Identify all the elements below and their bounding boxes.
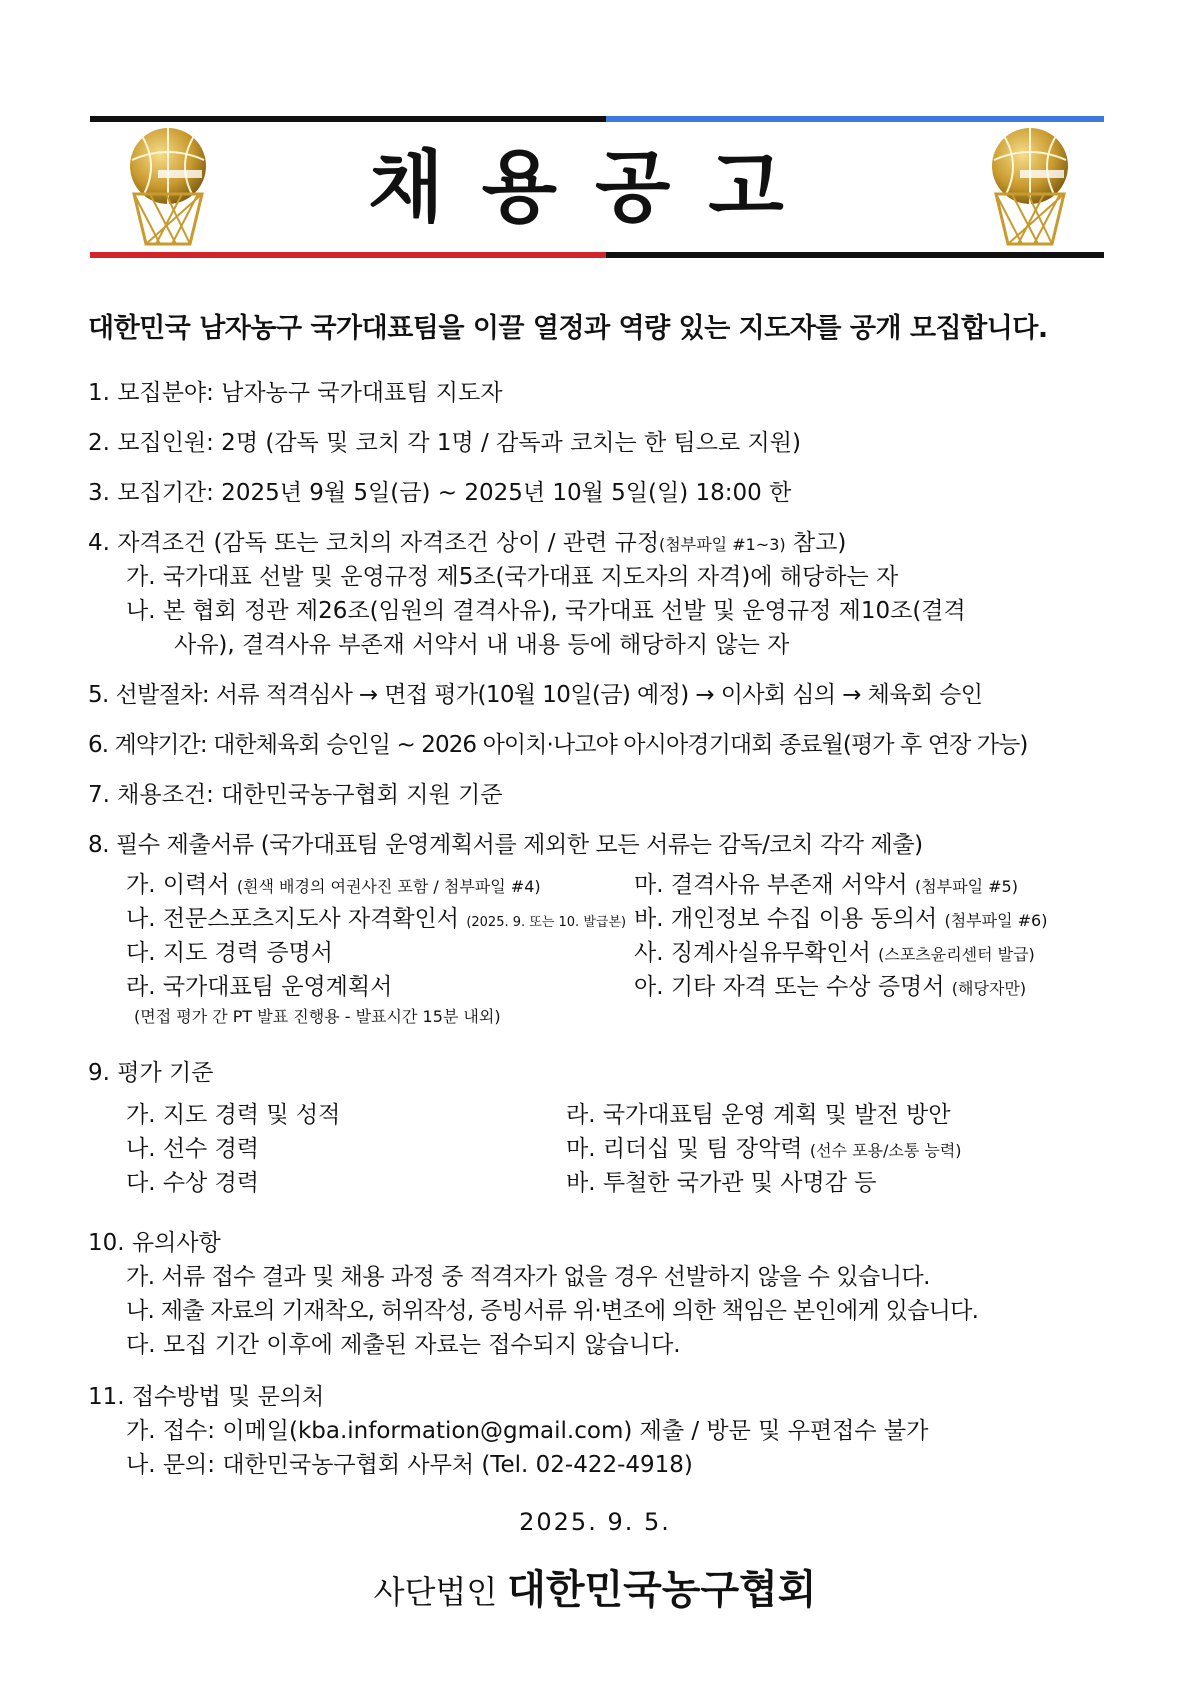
item-4-b-cont: 사유), 결격사유 부존재 서약서 내 내용 등에 해당하지 않는 자 [174,632,790,658]
item-8-a-note: (흰색 배경의 여권사진 포함 / 첨부파일 #4) [236,877,541,896]
item-8-h-label: 아. 기타 자격 또는 수상 증명서 [634,974,945,1000]
item-4-attachment: (첨부파일 #1~3) [659,535,786,554]
item-11-b: 나. 문의: 대한민국농구협회 사무처 (Tel. 02-422-4918) [126,1452,693,1478]
item-11: 11. 접수방법 및 문의처 [88,1384,325,1410]
item-8-d: 라. 국가대표팀 운영계획서 [126,974,393,1000]
item-9-e-note: (선수 포용/소통 능력) [809,1141,962,1160]
organization-prefix: 사단법인 [373,1573,498,1611]
item-8-b-note: (2025. 9. 또는 10. 발급본) [466,915,627,930]
item-6: 6. 계약기간: 대한체육회 승인일 ~ 2026 아이치·나고야 아시아경기대회 종료월(평가 후 연장 가능) [88,732,1028,758]
item-3: 3. 모집기간: 2025년 9월 5일(금) ~ 2025년 10월 5일(일) 18:00 한 [88,480,792,506]
organization-name [0,1558,1190,1615]
item-8-a-label: 가. 이력서 [126,872,230,898]
item-10-c: 다. 모집 기간 이후에 제출된 자료는 접수되지 않습니다. [126,1332,681,1358]
item-1: 1. 모집분야: 남자농구 국가대표팀 지도자 [88,380,503,406]
item-4-label: 4. 자격조건 (감독 또는 코치의 자격조건 상이 / 관련 규정 [88,530,660,556]
headline: 대한민국 남자농구 국가대표팀을 이끌 열정과 역량 있는 지도자를 공개 모집합니다. [88,313,1048,344]
item-8-f-note: (첨부파일 #6) [944,911,1048,930]
item-8-e-label: 마. 결격사유 부존재 서약서 [634,872,908,898]
item-8-f-label: 바. 개인정보 수집 이용 동의서 [634,906,938,932]
item-4-a: 가. 국가대표 선발 및 운영규정 제5조(국가대표 지도자의 자격)에 해당하는 자 [126,564,899,590]
item-8-b [126,904,626,938]
item-9-f: 바. 투철한 국가관 및 사명감 등 [566,1170,877,1196]
item-9: 9. 평가 기준 [88,1060,214,1086]
item-8-h-note: (해당자만) [951,979,1027,998]
item-8-g-label: 사. 징계사실유무확인서 [634,940,871,966]
item-9-b: 나. 선수 경력 [126,1136,260,1162]
header-bottom-bar-black [606,252,1104,258]
item-11-a: 가. 접수: 이메일(kba.information@gmail.com) 제출 / 방문 및 우편접수 불가 [126,1418,929,1444]
item-9-e [566,1134,962,1166]
header-top-bar-black [90,116,606,122]
item-8-g-note: (스포츠윤리센터 발급) [878,945,1035,964]
item-8-a [126,870,541,902]
item-8: 8. 필수 제출서류 (국가대표팀 운영계획서를 제외한 모든 서류는 감독/코치 각각 제출) [88,832,923,858]
item-4 [88,528,846,560]
item-7: 7. 채용조건: 대한민국농구협회 지원 기준 [88,782,503,808]
item-9-d: 라. 국가대표팀 운영 계획 및 발전 방안 [566,1102,951,1128]
item-4-b: 나. 본 협회 정관 제26조(임원의 결격사유), 국가대표 선발 및 운영규정 제10조(결격 [126,598,966,624]
organization-title: 대한민국농구협회 [507,1567,817,1613]
header-top-bar-blue [606,116,1104,122]
item-2: 2. 모집인원: 2명 (감독 및 코치 각 1명 / 감독과 코치는 한 팀으로 지원) [88,430,801,456]
item-8-h [634,972,1026,1004]
item-9-e-label: 마. 리더십 및 팀 장악력 [566,1136,803,1162]
item-8-f [634,904,1047,936]
item-8-e-note: (첨부파일 #5) [914,877,1018,896]
item-9-c: 다. 수상 경력 [126,1170,260,1196]
header-bottom-bar-red [90,252,606,258]
item-10: 10. 유의사항 [88,1230,221,1256]
item-9-a: 가. 지도 경력 및 성적 [126,1102,341,1128]
item-8-c: 다. 지도 경력 증명서 [126,940,333,966]
item-8-g [634,938,1035,970]
item-8-d-note: (면접 평가 간 PT 발표 진행용 - 발표시간 15분 내외) [134,1007,501,1026]
item-5: 5. 선발절차: 서류 적격심사 → 면접 평가(10월 10일(금) 예정) → 이사회 심의 → 체육회 승인 [88,682,983,708]
item-8-e [634,870,1018,902]
item-4-end: 참고) [785,530,847,556]
item-10-b: 나. 제출 자료의 기재착오, 허위작성, 증빙서류 위·변조에 의한 책임은 본인에게 있습니다. [126,1298,979,1324]
item-8-b-label: 나. 전문스포츠지도사 자격확인서 [126,906,459,932]
notice-date: 2025. 9. 5. [519,1508,671,1536]
item-10-a: 가. 서류 접수 결과 및 채용 과정 중 적격자가 없을 경우 선발하지 않을 수 있습니다. [126,1264,930,1290]
page-title: 채용공고 [368,143,822,233]
